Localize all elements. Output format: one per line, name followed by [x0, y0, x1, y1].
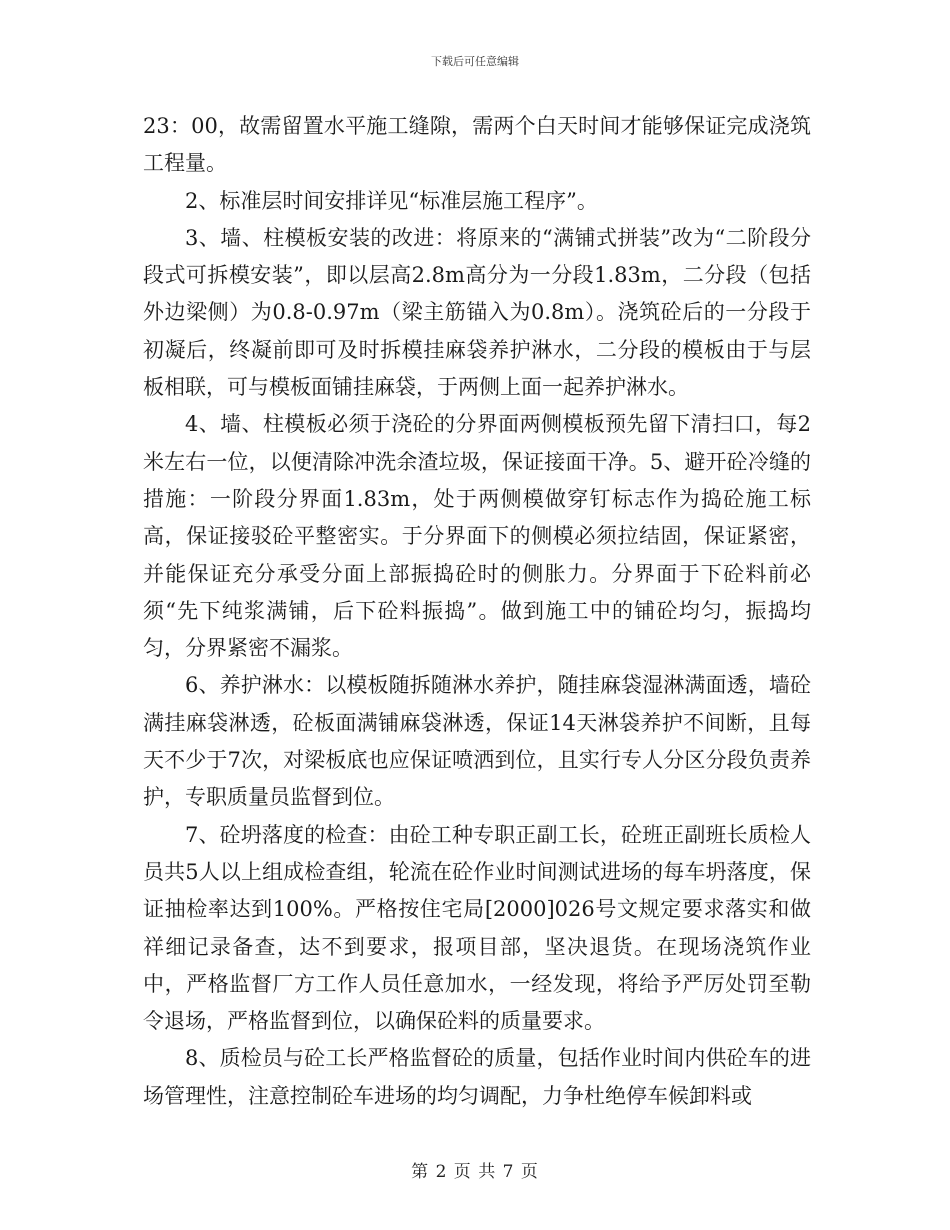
page-number-footer: 第 2 页 共 7 页 [411, 1162, 539, 1182]
paragraph-continuation: 23：00，故需留置水平施工缝隙，需两个白天时间才能够保证完成浇筑工程量。 [143, 114, 811, 176]
paragraph-item-2: 2、标准层时间安排详见“标准层施工程序”。 [185, 188, 598, 213]
paragraph-item-8: 8、质检员与砼工长严格监督砼的质量，包括作业时间内供砼车的进场管理性，注意控制砼车进场的均匀调配，力争杜绝停车候卸料或 [143, 1046, 811, 1108]
document-body [143, 108, 811, 1115]
paragraph-item-6: 6、养护淋水：以模板随拆随淋水养护，随挂麻袋湿淋满面透，墙砼满挂麻袋淋透，砼板面满铺麻袋淋透，保证14天淋袋养护不间断，且每天不少于7次，对梁板底也应保证喷洒到位，且实行专人分区分段负责养护，专职质量员监督到位。 [143, 673, 811, 810]
paragraph-item-3: 3、墙、柱模板安装的改进：将原来的“满铺式拼装”改为“二阶段分段式可拆模安装”，即以层高2.8m高分为一分段1.83m，二分段（包括外边梁侧）为0.8-0.97m（梁主筋锚入为0.8m）。浇筑砼后的一分段于初凝后，终凝前即可及时拆模挂麻袋养护淋水，二分段的模板由于与层板相联，可与模板面铺挂麻袋，于两侧上面一起养护淋水。 [143, 225, 811, 400]
paragraph-item-4: 4、墙、柱模板必须于浇砼的分界面两侧模板预先留下清扫口，每2米左右一位，以便清除冲洗余渣垃圾，保证接面干净。5、避开砼冷缝的措施：一阶段分界面1.83m，处于两侧模做穿钉标志作为捣砼施工标高，保证接驳砼平整密实。于分界面下的侧模必须拉结固，保证紧密，并能保证充分承受分面上部振捣砼时的侧胀力。分界面于下砼料前必须“先下纯浆满铺，后下砼料振捣”。做到施工中的铺砼均匀，振捣均匀，分界紧密不漏浆。 [143, 412, 811, 661]
page-header: 下载后可任意编辑 [431, 55, 519, 68]
paragraph-item-7: 7、砼坍落度的检查：由砼工种专职正副工长，砼班正副班长质检人员共5人以上组成检查组，轮流在砼作业时间测试进场的每车坍落度，保证抽检率达到100%。严格按住宅局[2000]026号文规定要求落实和做祥细记录备查，达不到要求，报项目部，坚决退货。在现场浇筑作业中，严格监督厂方工作人员任意加水，一经发现，将给予严厉处罚至勒令退场，严格监督到位，以确保砼料的质量要求。 [143, 822, 811, 1034]
